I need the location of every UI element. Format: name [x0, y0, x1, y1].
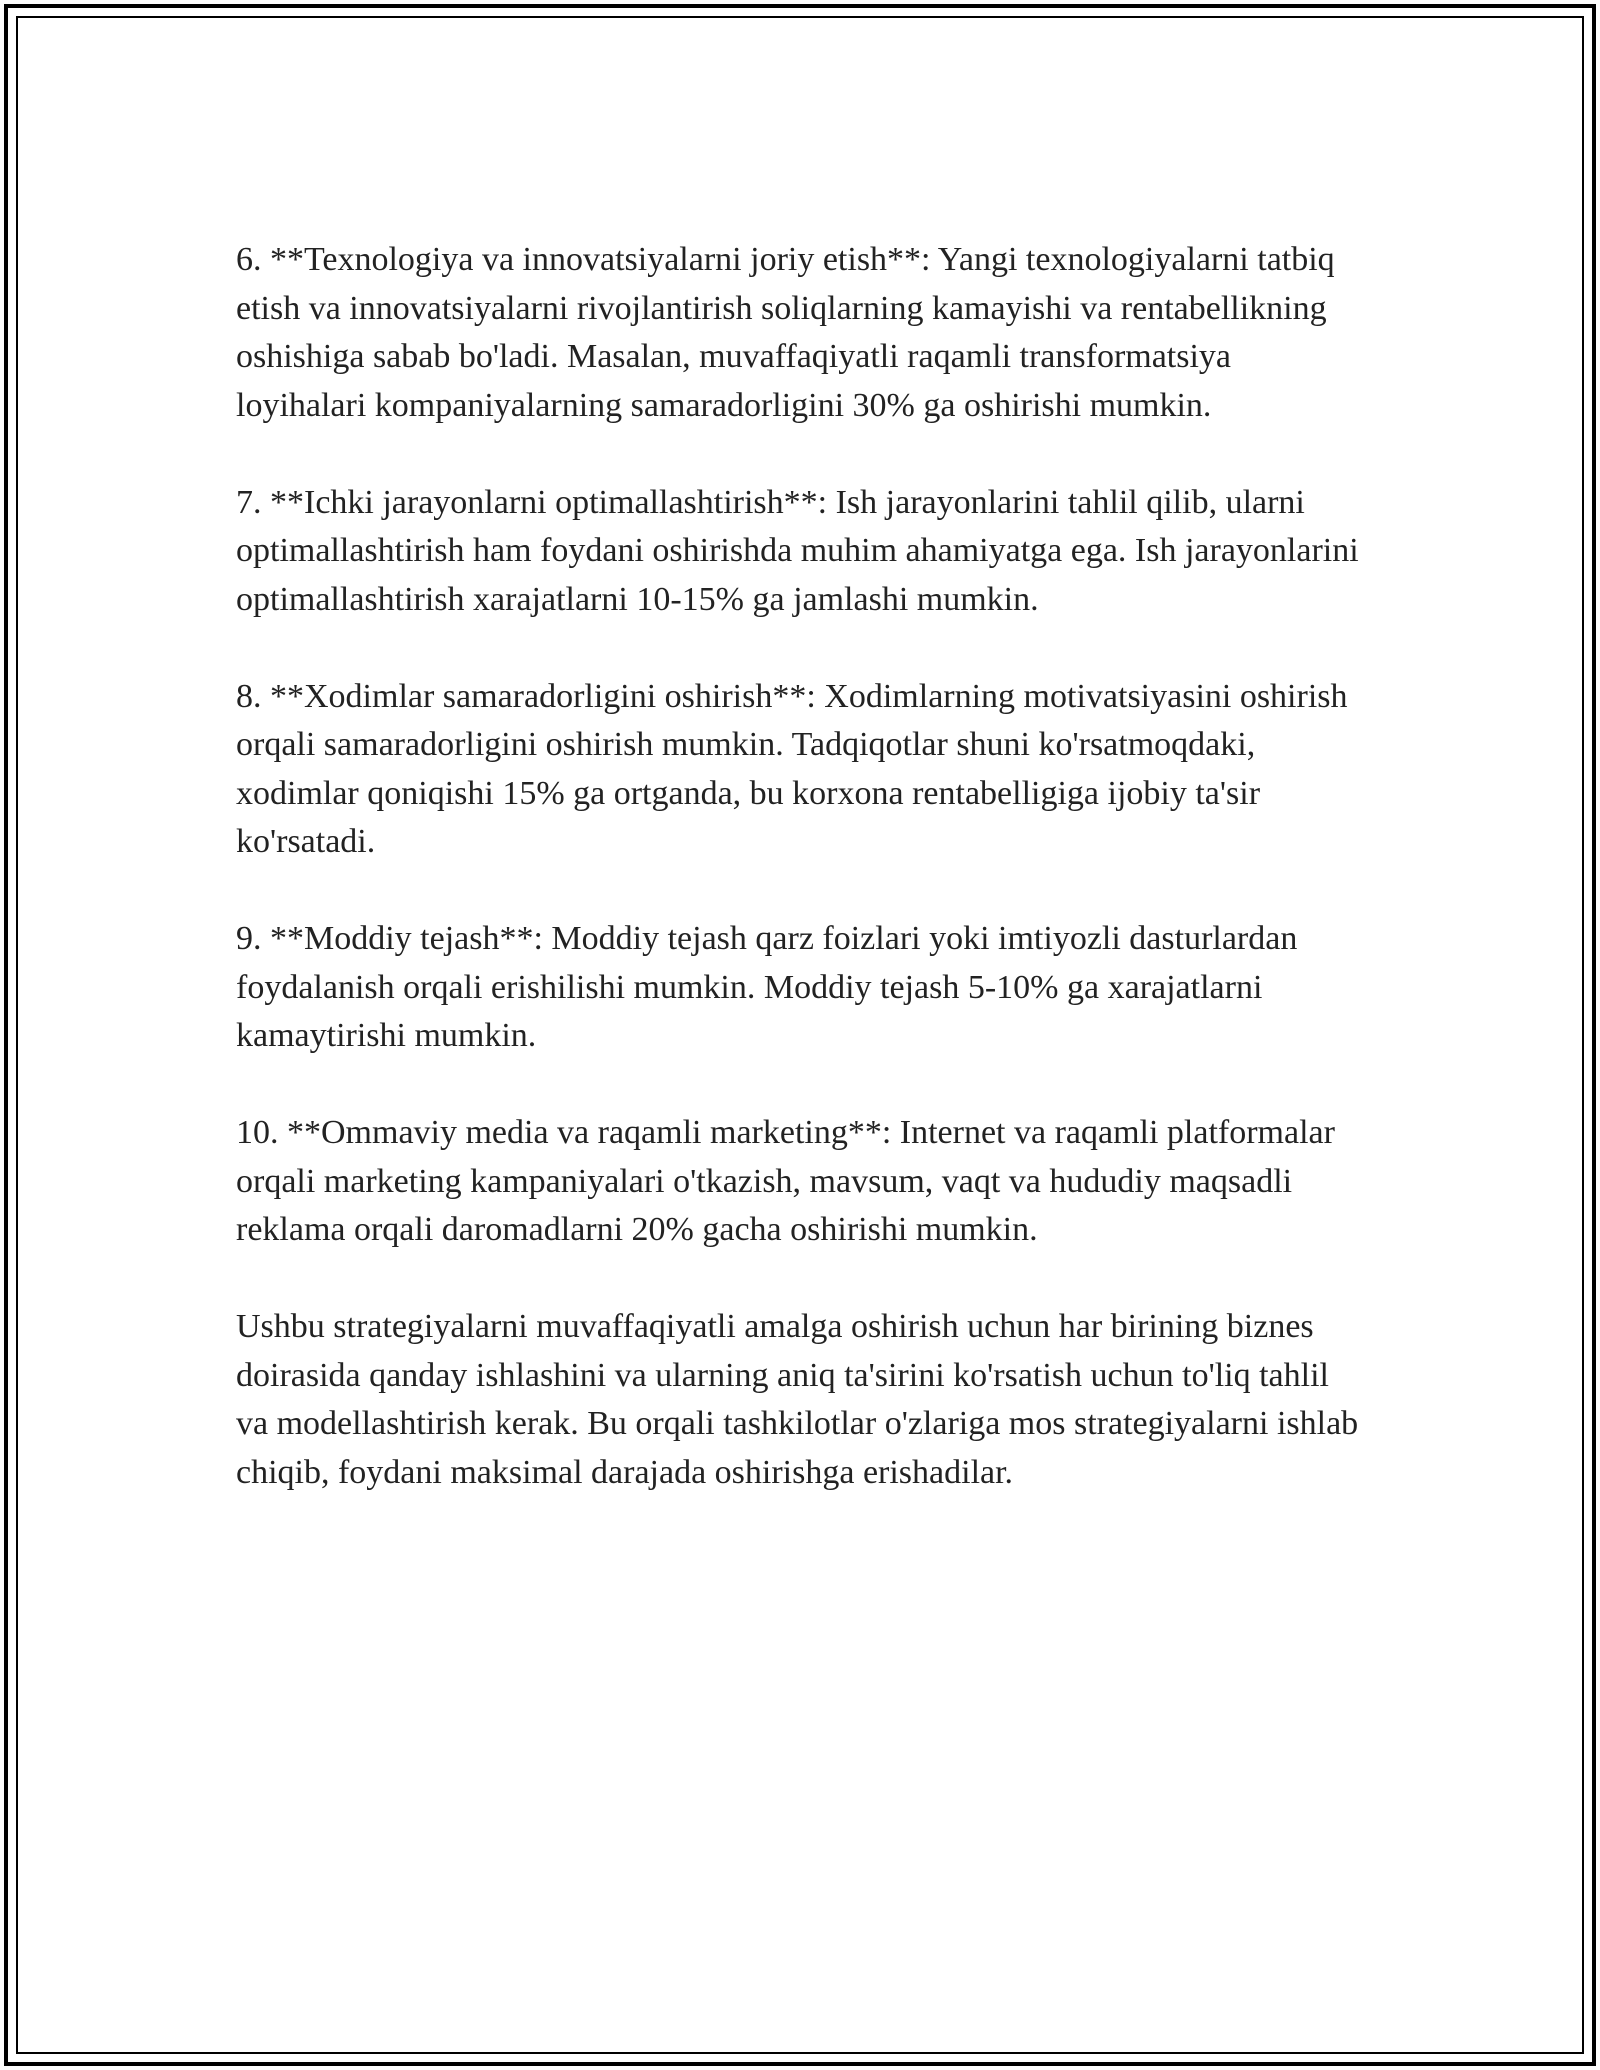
document-body [236, 236, 1366, 1546]
paragraph-digital-marketing: 10. **Ommaviy media va raqamli marketing**: Internet va raqamli platformalar orqali marketing kampaniyalari o'tkazish, mavsum, vaqt va hududiy maqsadli reklama orqali daromadlarni 20% gacha oshirishi mumkin. [236, 1114, 1335, 1248]
paragraph-process-optimization: 7. **Ichki jarayonlarni optimallashtirish**: Ish jarayonlarini tahlil qilib, ularni optimallashtirish ham foydani oshirishda muhim ahamiyatga ega. Ish jarayonlarini optimallashtirish xarajatlarni 10-15% ga jamlashi mumkin. [236, 483, 1359, 618]
paragraph-technology: 6. **Texnologiya va innovatsiyalarni joriy etish**: Yangi texnologiyalarni tatbiq etish va innovatsiyalarni rivojlantirish soliqlarning kamayishi va rentabellikning oshishiga sabab bo'ladi. Masalan, muvaffaqiyatli raqamli transformatsiya loyihalari kompaniyalarning samaradorligini 30% ga oshirishi mumkin. [236, 241, 1335, 424]
paragraph-material-savings: 9. **Moddiy tejash**: Moddiy tejash qarz foizlari yoki imtiyozli dasturlardan foydalanish orqali erishilishi mumkin. Moddiy tejash 5-10% ga xarajatlarni kamaytirishi mumkin. [236, 920, 1298, 1054]
paragraph-staff-efficiency: 8. **Xodimlar samaradorligini oshirish**: Xodimlarning motivatsiyasini oshirish orqali samaradorligini oshirish mumkin. Tadqiqotlar shuni ko'rsatmoqdaki, xodimlar qoniqishi 15% ga ortganda, bu korxona rentabelligiga ijobiy ta'sir ko'rsatadi. [236, 677, 1348, 860]
paragraph-conclusion: Ushbu strategiyalarni muvaffaqiyatli amalga oshirish uchun har birining biznes doirasida qanday ishlashini va ularning aniq ta'sirini ko'rsatish uchun to'liq tahlil va modellashtirish kerak. Bu orqali tashkilotlar o'zlariga mos strategiyalarni ishlab chiqib, foydani maksimal darajada oshirishga erishadilar. [236, 1308, 1359, 1491]
